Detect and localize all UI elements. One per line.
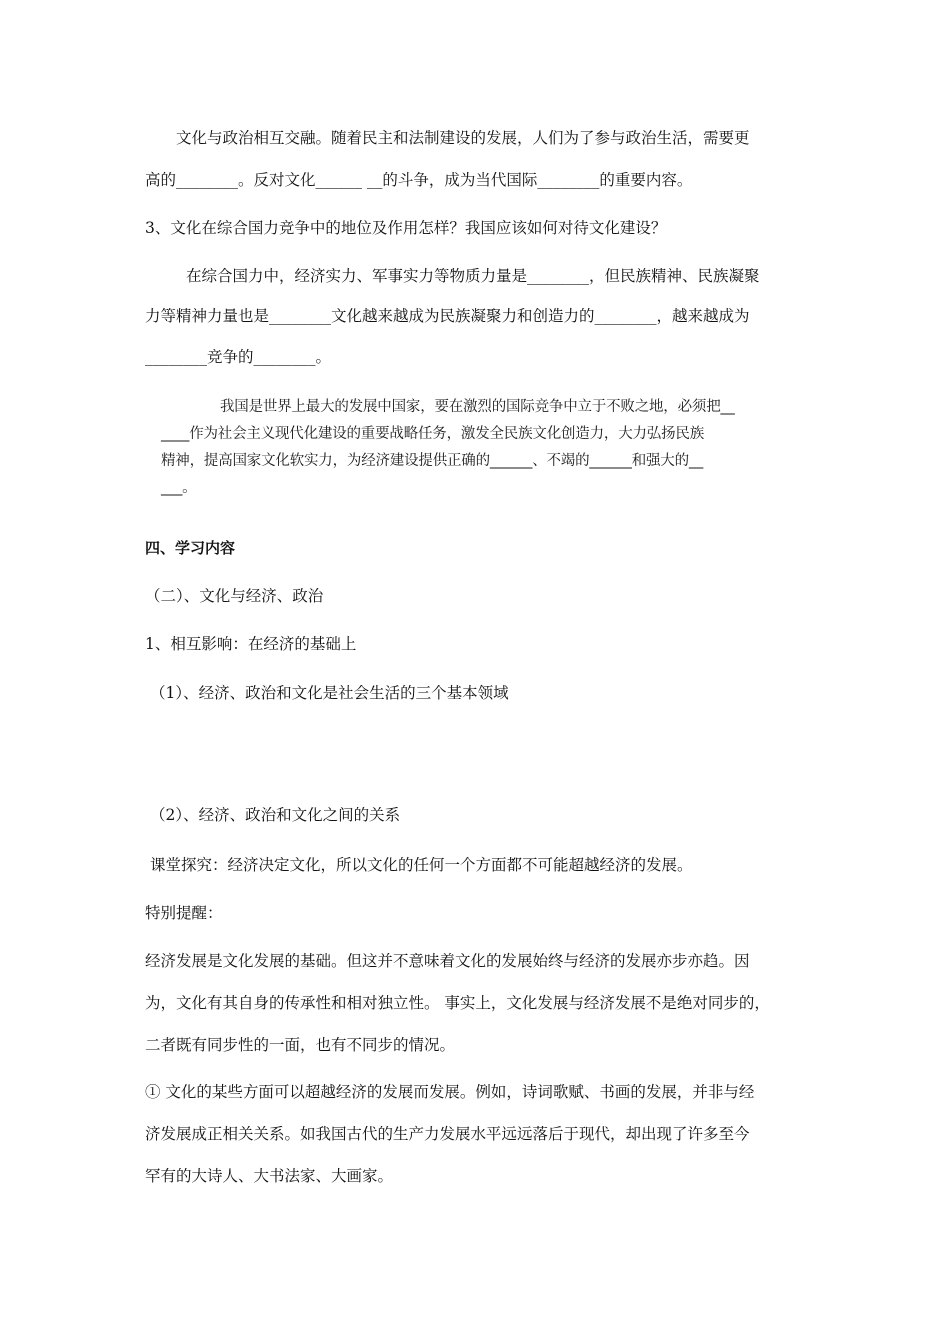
paragraph-line: ① 文化的某些方面可以超越经济的发展而发展。例如，诗词歌赋、书画的发展，并非与经 bbox=[145, 1083, 755, 1101]
scanned-line: 精神，提高国家文化软实力，为经济建设提供正确的______、不竭的______和强大的__ bbox=[161, 453, 703, 469]
subsection-title: （二）、文化与经济、政治 bbox=[145, 587, 324, 605]
list-item: （1）、经济、政治和文化是社会生活的三个基本领域 bbox=[150, 684, 509, 702]
paragraph-line: 力等精神力量也是________文化越来越成为民族凝聚力和创造力的________，越来越成为 bbox=[145, 307, 750, 325]
paragraph-line: 罕有的大诗人、大书法家、大画家。 bbox=[145, 1167, 394, 1185]
paragraph-line: 文化与政治相互交融。随着民主和法制建设的发展，人们为了参与政治生活，需要更 bbox=[176, 129, 750, 147]
reminder-title: 特别提醒： bbox=[145, 904, 223, 922]
question-3: 3、文化在综合国力竞争中的地位及作用怎样？我国应该如何对待文化建设？ bbox=[145, 219, 667, 237]
paragraph-line: 高的________。反对文化______ __的斗争，成为当代国际________的重要内容。 bbox=[145, 171, 693, 189]
paragraph-line: 课堂探究：经济决定文化，所以文化的任何一个方面都不可能超越经济的发展。 bbox=[150, 856, 693, 874]
scanned-line: ___。 bbox=[161, 480, 197, 496]
scanned-line: ____作为社会主义现代化建设的重要战略任务，激发全民族文化创造力，大力弘扬民族 bbox=[161, 426, 704, 442]
scanned-line: 我国是世界上最大的发展中国家，要在激烈的国际竞争中立于不败之地，必须把__ bbox=[220, 399, 735, 415]
section-heading: 四、学习内容 bbox=[145, 539, 236, 557]
paragraph-line: 济发展成正相关关系。如我国古代的生产力发展水平远远落后于现代，却出现了许多至今 bbox=[145, 1125, 750, 1143]
paragraph-line: 二者既有同步性的一面，也有不同步的情况。 bbox=[145, 1036, 456, 1054]
paragraph-line: 经济发展是文化发展的基础。但这并不意味着文化的发展始终与经济的发展亦步亦趋。因 bbox=[145, 952, 750, 970]
paragraph-line: 为，文化有其自身的传承性和相对独立性。 事实上，文化发展与经济发展不是绝对同步的， bbox=[145, 994, 770, 1012]
list-item: 1、相互影响：在经济的基础上 bbox=[145, 635, 357, 653]
paragraph-line: 在综合国力中，经济实力、军事实力等物质力量是________，但民族精神、民族凝聚 bbox=[186, 267, 760, 285]
paragraph-line: ________竞争的________。 bbox=[145, 348, 332, 366]
list-item: （2）、经济、政治和文化之间的关系 bbox=[150, 806, 401, 824]
